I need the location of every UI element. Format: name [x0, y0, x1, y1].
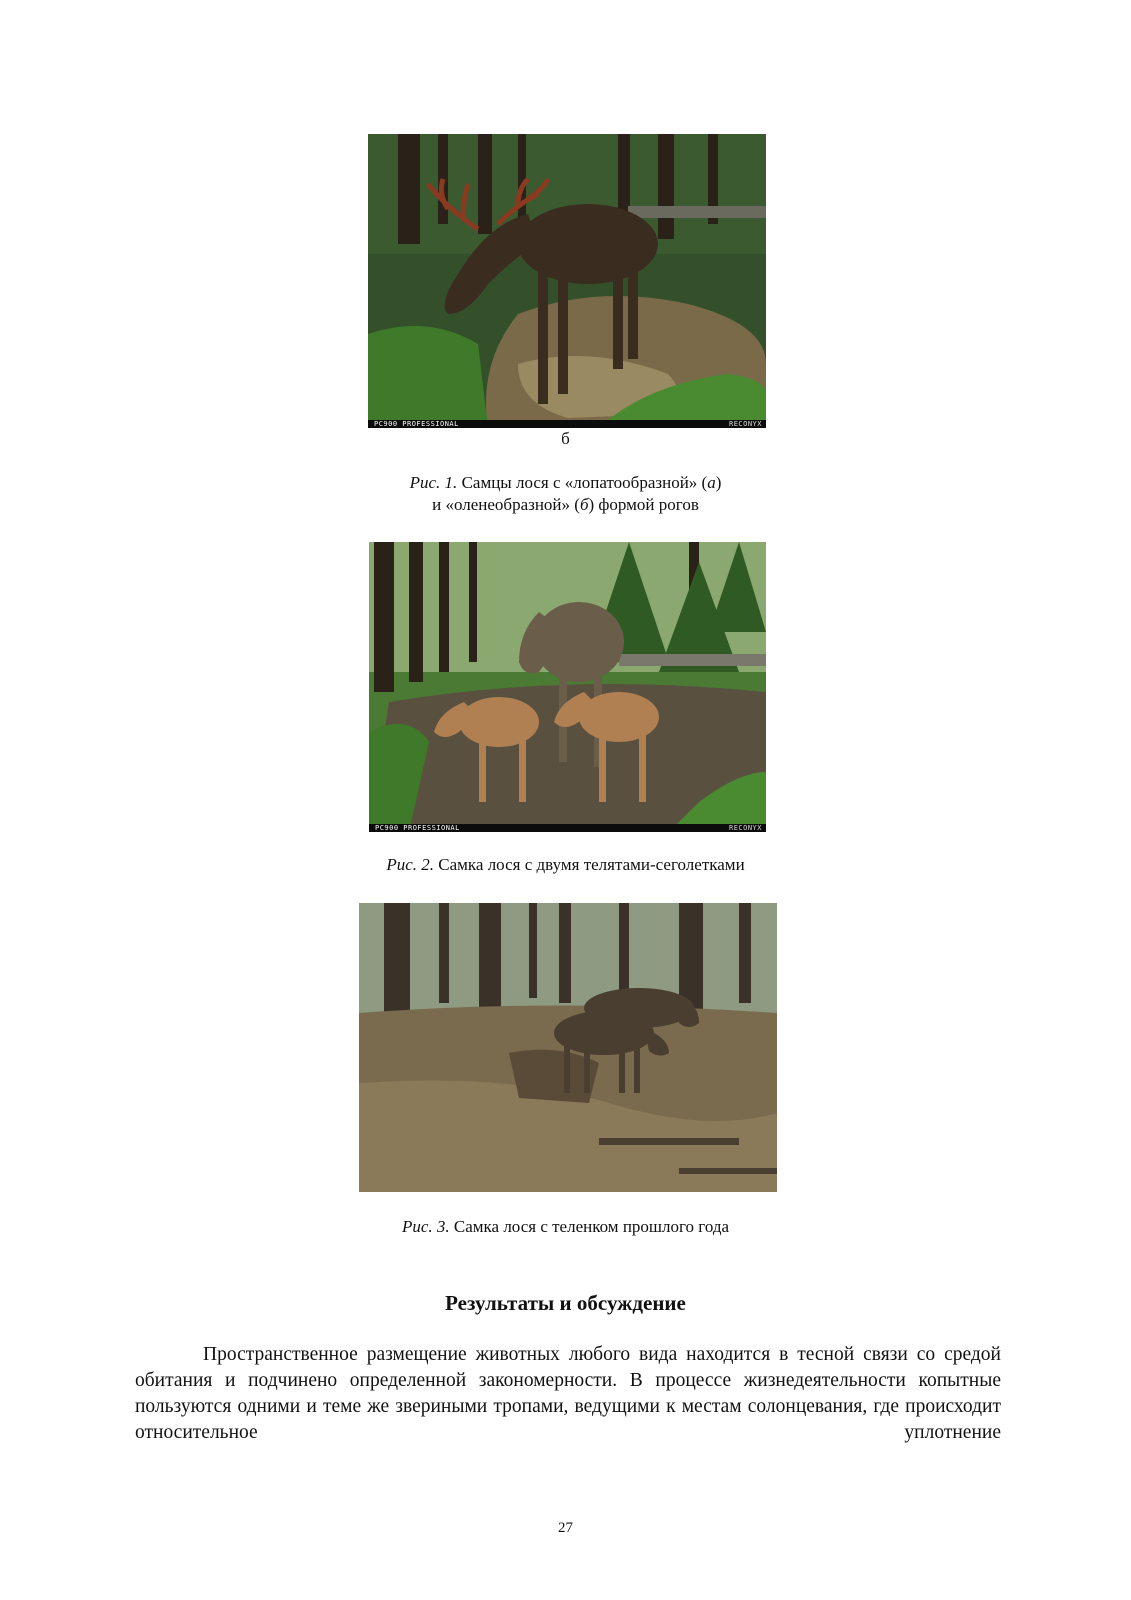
section-heading: Результаты и обсуждение — [445, 1291, 686, 1315]
caption-line — [0, 494, 1131, 516]
moose-bull-image — [368, 134, 766, 428]
caption-line — [0, 472, 1131, 494]
camera-model-label: PC900 PROFESSIONAL — [374, 420, 459, 428]
camera-stamp — [369, 824, 766, 832]
caption-prefix: Рис. 1. — [409, 473, 458, 492]
caption-prefix: Рис. 3. — [401, 1217, 450, 1236]
figure-3-photo — [359, 903, 777, 1192]
figure-2-caption — [0, 854, 1131, 876]
camera-brand-label: RECONYX — [728, 824, 762, 832]
caption-text: и «оленеобразной» ( — [432, 495, 580, 514]
caption-text: ) — [715, 473, 722, 492]
figure-2-photo — [369, 542, 766, 832]
caption-italic-letter: б — [579, 495, 589, 514]
figure-1b-photo — [368, 134, 766, 428]
moose-cow-yearling-image — [359, 903, 777, 1192]
figure-1-caption — [0, 472, 1131, 516]
moose-cow-calves-image — [369, 542, 766, 832]
caption-italic-letter: а — [707, 473, 716, 492]
camera-stamp — [368, 420, 766, 428]
caption-text: Самцы лося с «лопатообразной» ( — [461, 473, 708, 492]
figure-sub-label: б — [561, 429, 570, 448]
camera-brand-label: RECONYX — [728, 420, 762, 428]
caption-prefix: Рис. 2. — [386, 855, 434, 874]
caption-text: Самка лося с теленком прошлого года — [453, 1217, 730, 1236]
caption-text: Самка лося с двумя телятами-сеголетками — [438, 855, 745, 874]
caption-text: ) формой рогов — [588, 495, 699, 514]
figure-3-caption — [0, 1216, 1131, 1238]
body-paragraph: Пространственное размещение животных любого вида находится в тесной связи со средой обитания и подчинено определенной закономерности. В процессе жизнедеятельности копытные пользуются одними и теме же звериными тропами, ведущими к местам солонцевания, где происходит относительное уплотнение — [135, 1344, 1001, 1443]
page-number: 27 — [558, 1520, 573, 1536]
camera-model-label: PC900 PROFESSIONAL — [375, 824, 460, 832]
